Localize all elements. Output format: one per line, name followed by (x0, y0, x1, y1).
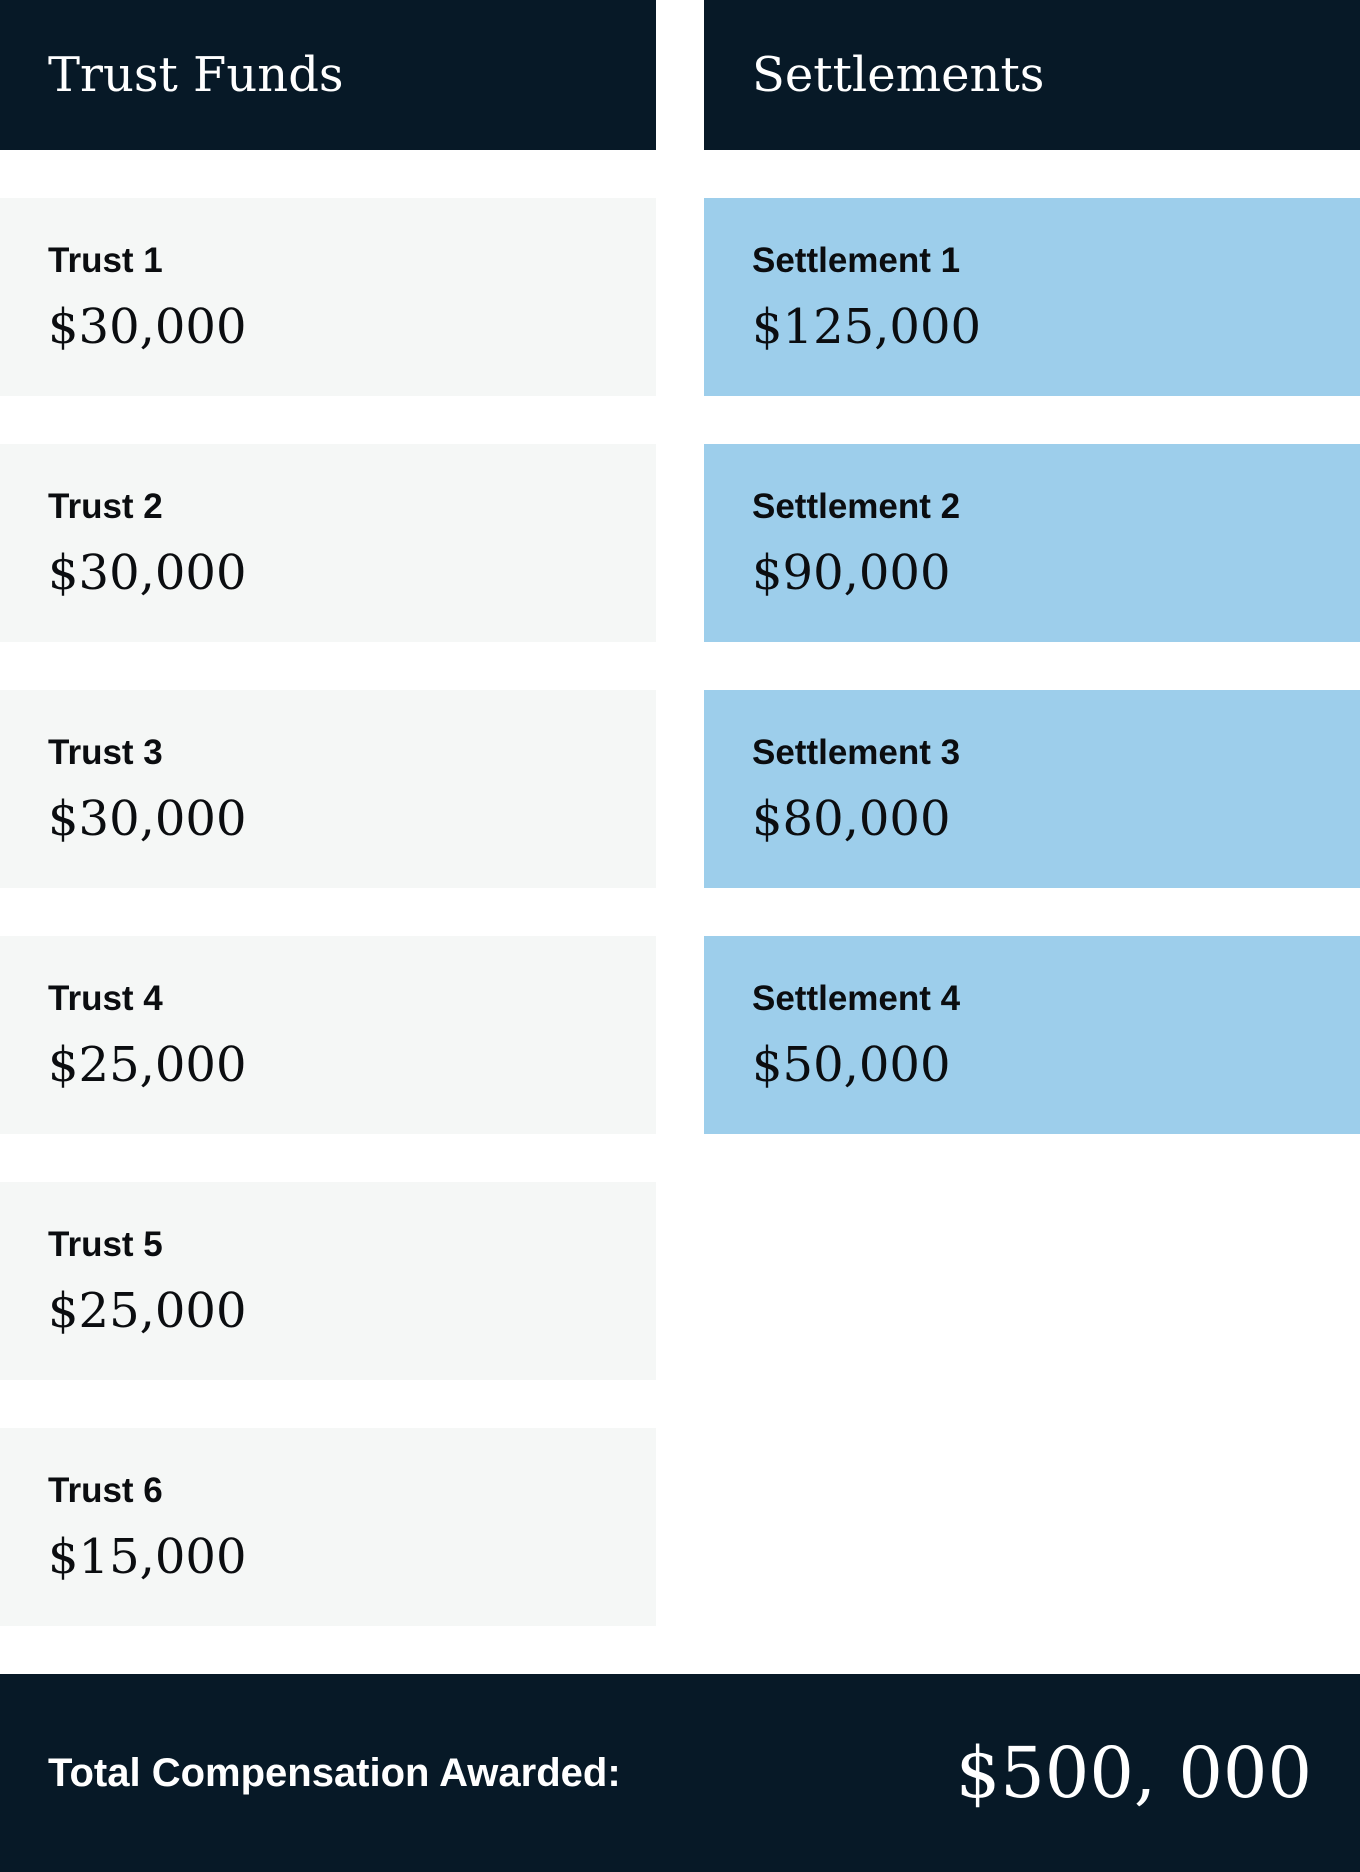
settlement-label: Settlement 1 (752, 241, 961, 280)
total-amount: $500, 000 (955, 1732, 1312, 1814)
settlement-label: Settlement 4 (752, 979, 961, 1018)
trust-card (0, 1428, 656, 1626)
trust-card (0, 690, 656, 888)
settlement-amount: $80,000 (752, 791, 951, 847)
total-footer (0, 1674, 1360, 1872)
trust-card (0, 936, 656, 1134)
trust-amount: $30,000 (48, 791, 247, 847)
trust-label: Trust 3 (48, 733, 163, 772)
trust-funds-title: Trust Funds (48, 47, 344, 103)
settlement-label: Settlement 2 (752, 487, 961, 526)
settlements-title: Settlements (752, 47, 1045, 103)
trust-amount: $30,000 (48, 545, 247, 601)
settlements-header (704, 0, 1360, 150)
trust-label: Trust 6 (48, 1471, 163, 1510)
settlement-card (704, 936, 1360, 1134)
trust-label: Trust 4 (48, 979, 163, 1018)
trust-label: Trust 5 (48, 1225, 163, 1264)
trust-label: Trust 1 (48, 241, 163, 280)
settlement-card (704, 690, 1360, 888)
settlement-amount: $125,000 (752, 299, 982, 355)
settlement-card (704, 198, 1360, 396)
trust-label: Trust 2 (48, 487, 163, 526)
trust-amount: $30,000 (48, 299, 247, 355)
trust-card (0, 198, 656, 396)
settlement-label: Settlement 3 (752, 733, 961, 772)
trust-funds-header (0, 0, 656, 150)
settlement-card (704, 444, 1360, 642)
trust-card (0, 444, 656, 642)
total-label: Total Compensation Awarded: (48, 1750, 621, 1795)
trust-amount: $25,000 (48, 1283, 247, 1339)
settlement-amount: $90,000 (752, 545, 951, 601)
trust-card (0, 1182, 656, 1380)
trust-amount: $25,000 (48, 1037, 247, 1093)
trust-funds-column (0, 0, 656, 1626)
trust-amount: $15,000 (48, 1529, 247, 1585)
settlement-amount: $50,000 (752, 1037, 951, 1093)
settlements-column (704, 0, 1360, 1134)
